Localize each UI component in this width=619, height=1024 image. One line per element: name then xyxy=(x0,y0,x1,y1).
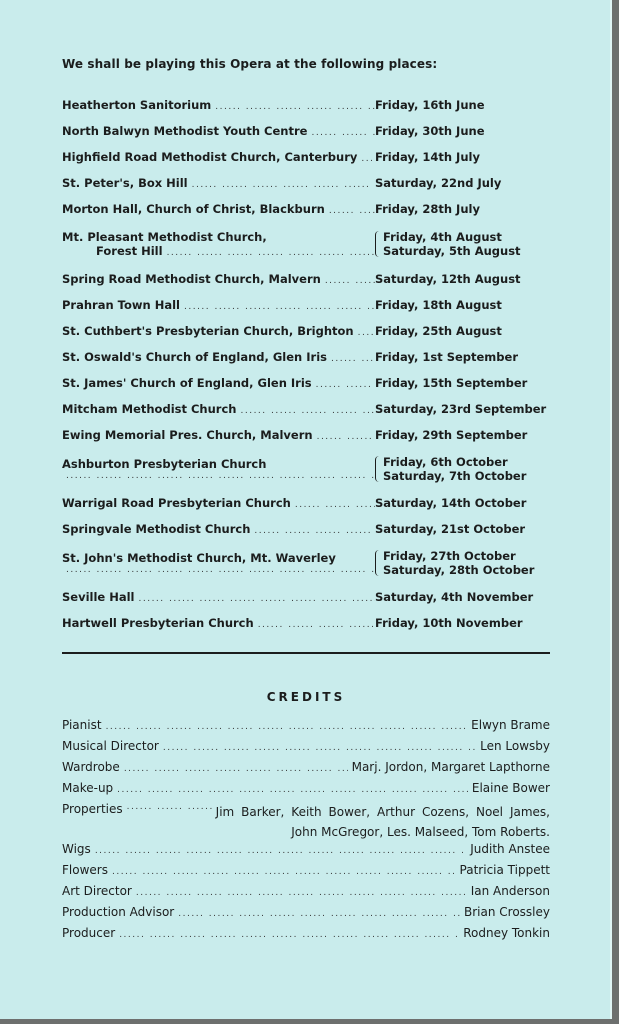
leader-dots xyxy=(295,500,375,510)
venue-name: Ewing Memorial Pres. Church, Malvern xyxy=(62,428,313,442)
venue-name: Hartwell Presbyterian Church xyxy=(62,616,254,630)
venue-dates xyxy=(375,350,557,364)
venue-row xyxy=(62,266,557,292)
venue-dates xyxy=(375,202,557,216)
venue-dates xyxy=(375,230,557,258)
venue-dates xyxy=(375,150,557,164)
leader-dots xyxy=(192,180,375,190)
leader-dots xyxy=(361,154,375,164)
credit-row xyxy=(62,739,550,760)
venue-name: Springvale Methodist Church xyxy=(62,522,251,536)
venue-date: Saturday, 7th October xyxy=(383,469,527,483)
leader-dots xyxy=(325,276,375,286)
leader-dots xyxy=(184,302,375,312)
venue-dates xyxy=(375,522,557,536)
leader-dots xyxy=(329,206,375,216)
venue-name-line2 xyxy=(62,244,375,258)
credit-name: Judith Anstee xyxy=(470,842,550,856)
venue-row xyxy=(62,396,557,422)
leader-dots xyxy=(240,406,375,416)
venue-place xyxy=(62,496,375,510)
leader-dots xyxy=(215,102,375,112)
leader-dots xyxy=(117,785,468,795)
venue-row xyxy=(62,92,557,118)
leader-dots xyxy=(119,930,459,940)
venue-date: Saturday, 5th August xyxy=(383,244,521,258)
venue-place xyxy=(62,522,375,536)
venue-dates xyxy=(375,298,557,312)
venue-place xyxy=(62,402,375,416)
venue-name: St. Cuthbert's Presbyterian Church, Brighton xyxy=(62,324,354,338)
leader-dots xyxy=(138,594,375,604)
venue-date: Friday, 18th August xyxy=(375,298,502,312)
venue-row xyxy=(62,610,557,636)
venue-dates xyxy=(375,402,557,416)
venue-dates xyxy=(375,98,557,112)
venue-date: Friday, 6th October xyxy=(383,455,508,469)
venue-name: St. Oswald's Church of England, Glen Iris xyxy=(62,350,327,364)
credit-role: Wigs xyxy=(62,842,91,856)
venue-row xyxy=(62,144,557,170)
credit-name: Elaine Bower xyxy=(471,781,550,795)
section-divider xyxy=(62,652,550,654)
credit-name: Rodney Tonkin xyxy=(463,926,550,940)
venue-date: Friday, 10th November xyxy=(375,616,523,630)
venue-date: Friday, 30th June xyxy=(375,124,485,138)
venue-row xyxy=(62,370,557,396)
leader-dots xyxy=(127,802,212,812)
leader-dots xyxy=(317,432,375,442)
venue-date: Friday, 15th September xyxy=(375,376,528,390)
leader-dots xyxy=(311,128,375,138)
venue-row xyxy=(62,542,557,584)
venue-date: Friday, 27th October xyxy=(383,549,516,563)
brace-mark xyxy=(375,456,381,482)
credit-row xyxy=(62,842,550,863)
venue-date: Friday, 16th June xyxy=(375,98,485,112)
leader-dots xyxy=(254,526,375,536)
credits-list xyxy=(62,718,550,947)
credit-name: Len Lowsby xyxy=(480,739,550,753)
venue-dates xyxy=(375,590,557,604)
leader-dots xyxy=(124,764,348,774)
venue-place xyxy=(62,150,375,164)
credit-name: Jim Barker, Keith Bower, Arthur Cozens, Noel James, John McGregor, Les. Malseed, Tom Roberts. xyxy=(215,805,550,839)
venues-heading: We shall be playing this Opera at the following places: xyxy=(62,57,438,71)
venue-place xyxy=(62,324,375,338)
venue-row xyxy=(62,516,557,542)
credit-role: Musical Director xyxy=(62,739,159,753)
venue-row xyxy=(62,222,557,266)
venue-row xyxy=(62,292,557,318)
credit-role: Producer xyxy=(62,926,116,940)
venue-name: Prahran Town Hall xyxy=(62,298,180,312)
venue-place xyxy=(62,124,375,138)
venue-name: Mitcham Methodist Church xyxy=(62,402,237,416)
venue-place xyxy=(62,298,375,312)
venue-dates xyxy=(375,376,557,390)
leader-dots xyxy=(167,248,375,258)
venue-place xyxy=(62,616,375,630)
venue-place xyxy=(62,350,375,364)
venue-date: Friday, 28th July xyxy=(375,202,480,216)
venue-name: Spring Road Methodist Church, Malvern xyxy=(62,272,321,286)
venue-place xyxy=(62,230,375,258)
venue-row xyxy=(62,170,557,196)
venue-dates xyxy=(375,324,557,338)
credit-role: Make-up xyxy=(62,781,114,795)
venue-name: St. John's Methodist Church, Mt. Waverley xyxy=(62,551,336,565)
leader-dots xyxy=(112,867,456,877)
venue-date: Friday, 4th August xyxy=(383,230,502,244)
leader-dots xyxy=(66,471,375,481)
credit-role: Flowers xyxy=(62,863,108,877)
credit-role: Properties xyxy=(62,802,123,816)
venue-place xyxy=(62,551,375,575)
venue-place xyxy=(62,98,375,112)
venue-name: Highfield Road Methodist Church, Canterbury xyxy=(62,150,358,164)
venue-place xyxy=(62,428,375,442)
leader-dots xyxy=(331,354,375,364)
venue-name: Warrigal Road Presbyterian Church xyxy=(62,496,291,510)
brace-mark xyxy=(375,231,381,257)
venue-name: St. Peter's, Box Hill xyxy=(62,176,188,190)
venue-row xyxy=(62,584,557,610)
venue-row xyxy=(62,490,557,516)
venue-dates xyxy=(375,496,557,510)
venue-date: Saturday, 21st October xyxy=(375,522,526,536)
credit-name: Brian Crossley xyxy=(464,905,550,919)
venue-place xyxy=(62,176,375,190)
leader-dots xyxy=(258,620,375,630)
leader-dots xyxy=(178,909,460,919)
leader-dots xyxy=(358,328,375,338)
venue-row xyxy=(62,344,557,370)
venue-row xyxy=(62,196,557,222)
venue-row xyxy=(62,448,557,490)
credit-role: Production Advisor xyxy=(62,905,175,919)
venue-date: Friday, 25th August xyxy=(375,324,502,338)
venue-date: Saturday, 23rd September xyxy=(375,402,547,416)
venue-name: Morton Hall, Church of Christ, Blackburn xyxy=(62,202,325,216)
venue-dates xyxy=(375,549,557,577)
venue-dates xyxy=(375,616,557,630)
venue-date: Friday, 1st September xyxy=(375,350,518,364)
venue-date: Saturday, 28th October xyxy=(383,563,535,577)
venue-name: North Balwyn Methodist Youth Centre xyxy=(62,124,308,138)
venue-place xyxy=(62,590,375,604)
credit-row xyxy=(62,884,550,905)
leader-dots xyxy=(163,743,476,753)
credit-role: Wardrobe xyxy=(62,760,120,774)
venue-dates xyxy=(375,455,557,483)
venue-place xyxy=(62,376,375,390)
venue-row xyxy=(62,318,557,344)
venue-place xyxy=(62,457,375,481)
venue-dates xyxy=(375,124,557,138)
credit-row xyxy=(62,760,550,781)
venue-dates xyxy=(375,428,557,442)
venue-date: Friday, 29th September xyxy=(375,428,528,442)
venue-date: Saturday, 14th October xyxy=(375,496,527,510)
venue-name: Heatherton Sanitorium xyxy=(62,98,212,112)
credit-row xyxy=(62,905,550,926)
venue-dates xyxy=(375,176,557,190)
credit-name: Ian Anderson xyxy=(470,884,550,898)
credit-row xyxy=(62,926,550,947)
venue-row xyxy=(62,118,557,144)
brace-mark xyxy=(375,550,381,576)
leader-dots xyxy=(316,380,375,390)
venue-date: Saturday, 22nd July xyxy=(375,176,502,190)
venue-name-continued: Forest Hill xyxy=(96,244,163,258)
venue-name: St. James' Church of England, Glen Iris xyxy=(62,376,312,390)
leader-dots xyxy=(66,565,375,575)
credit-row xyxy=(62,802,550,842)
venue-row xyxy=(62,422,557,448)
credit-name: Marj. Jordon, Margaret Lapthorne xyxy=(351,760,550,774)
venue-list xyxy=(62,92,557,636)
venue-name: Ashburton Presbyterian Church xyxy=(62,457,267,471)
venue-date: Saturday, 4th November xyxy=(375,590,534,604)
venue-name: Seville Hall xyxy=(62,590,135,604)
venue-name: Mt. Pleasant Methodist Church, xyxy=(62,230,267,244)
credit-role: Pianist xyxy=(62,718,102,732)
credit-row xyxy=(62,718,550,739)
venue-dates xyxy=(375,272,557,286)
credit-name: Elwyn Brame xyxy=(471,718,550,732)
credit-role: Art Director xyxy=(62,884,132,898)
venue-date: Saturday, 12th August xyxy=(375,272,521,286)
credit-row xyxy=(62,863,550,884)
leader-dots xyxy=(136,888,467,898)
venue-place xyxy=(62,202,375,216)
leader-dots xyxy=(106,722,468,732)
leader-dots xyxy=(95,846,466,856)
credits-heading: CREDITS xyxy=(266,690,346,704)
credit-name: Patricia Tippett xyxy=(459,863,550,877)
venue-date: Friday, 14th July xyxy=(375,150,480,164)
credit-row xyxy=(62,781,550,802)
venue-place xyxy=(62,272,375,286)
